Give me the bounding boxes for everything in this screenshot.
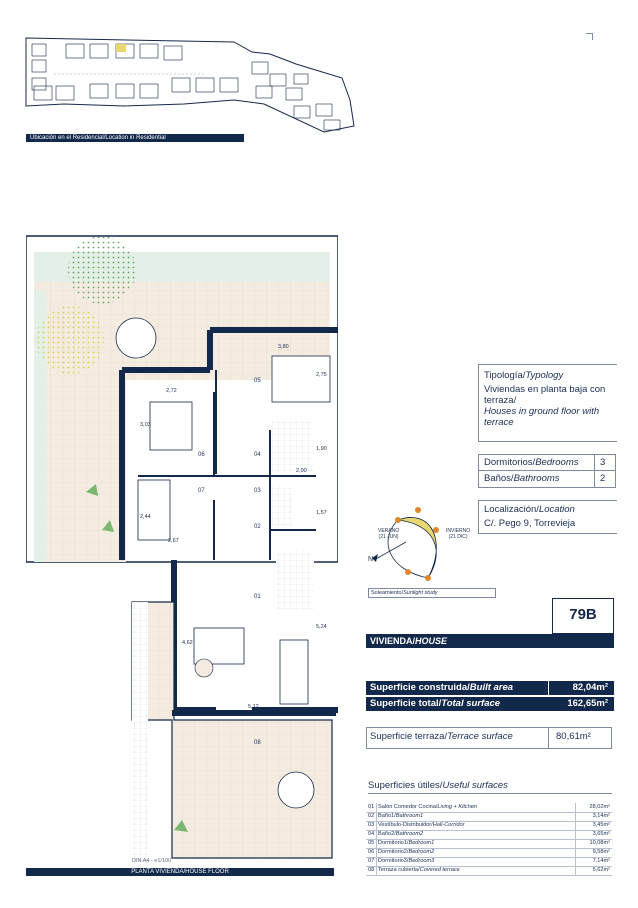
sun-north: N (368, 556, 374, 563)
corner-mark (586, 33, 593, 40)
room-04: 04 (254, 452, 261, 458)
bedrooms-label: Dormitorios/Bedrooms (484, 457, 579, 468)
rooms-col-divider (594, 455, 595, 487)
total-surface-value: 162,65m² (567, 698, 608, 709)
dim-267: 2,67 (168, 538, 179, 544)
dim-244: 2,44 (140, 514, 151, 520)
terrace-sep (548, 727, 549, 748)
room-08: 08 (254, 740, 261, 746)
room-05: 05 (254, 378, 261, 384)
useful-row: 08 Terraza cubierta/Covered terrace 5,62m² (366, 866, 612, 876)
sun-winter: INVIERNO (21 DIC) (446, 528, 471, 540)
useful-row: 07 Dormitorio3/Bedroom3 7,14m² (366, 857, 612, 867)
useful-row: 05 Dormitorio1/Bedroom1 10,08m² (366, 839, 612, 849)
dim-512: 5,12 (248, 704, 259, 710)
location-address: C/. Pego 9, Torrevieja (484, 518, 576, 529)
unit-code: 79B (569, 606, 597, 623)
bedrooms-value: 3 (600, 457, 606, 468)
dim-524: 5,24 (316, 624, 327, 630)
sun-caption: Soleamiento/Sunlight study (368, 588, 496, 598)
location-bar: Ubicación en el Residencial/Location in Residential (26, 134, 244, 142)
useful-row: 01 Salón Comedor Cocina/Living + Kitchen 28,02m² (366, 803, 612, 813)
typology-heading: Tipología/Typology (484, 370, 564, 381)
room-03: 03 (254, 488, 261, 494)
dim-462: 4,62 (182, 640, 193, 646)
useful-row: 06 Dormitorio2/Bedroom2 9,58m² (366, 848, 612, 858)
dim-275: 2,75 (316, 372, 327, 378)
site-map (24, 34, 356, 134)
useful-heading: Superficies útiles/Useful surfaces (368, 780, 612, 794)
room-01: 01 (254, 594, 261, 600)
terrace-value: 80,61m² (556, 731, 591, 742)
useful-row: 02 Baño1/Bathroom1 3,14m² (366, 812, 612, 822)
dim-272: 2,72 (166, 388, 177, 394)
room-02: 02 (254, 524, 261, 530)
bathrooms-label: Baños/Bathrooms (484, 473, 560, 484)
dim-157: 1,57 (316, 510, 327, 516)
terrace-label: Superficie terraza/Terrace surface (370, 731, 513, 742)
built-area-row: Superficie construida/Built area 82,04m² (366, 681, 614, 695)
typology-desc-en: Houses in ground floor with terrace (484, 406, 600, 428)
floor-bar: PLANTA VIVIENDA/HOUSE FLOOR (26, 868, 334, 876)
total-surface-row: Superficie total/Total surface 162,65m² (366, 697, 614, 711)
room-06: 06 (198, 452, 205, 458)
sun-diagram (368, 500, 471, 588)
sun-summer: VERANO (21 JUN) (378, 528, 400, 540)
dim-190: 1,90 (316, 446, 327, 452)
typology-desc-es: Viviendas en planta baja con terraza/ (484, 384, 606, 406)
useful-row: 03 Vestíbulo-Distribuidor/Hall-Corridor 3,45m² (366, 821, 612, 831)
scale-note: DIN A4 - e1/100 (132, 858, 172, 864)
location-label: Localización/Location (484, 504, 575, 515)
dim-303: 3,03 (140, 422, 151, 428)
useful-row: 04 Baño2/Bathroom2 3,65m² (366, 830, 612, 840)
dim-380: 3,80 (278, 344, 289, 350)
dim-200: 2,00 (296, 468, 307, 474)
bathrooms-value: 2 (600, 473, 606, 484)
room-07: 07 (198, 488, 205, 494)
built-area-value: 82,04m² (572, 682, 608, 693)
floor-plan (26, 230, 338, 870)
house-bar: VIVIENDA/HOUSE (366, 634, 614, 648)
